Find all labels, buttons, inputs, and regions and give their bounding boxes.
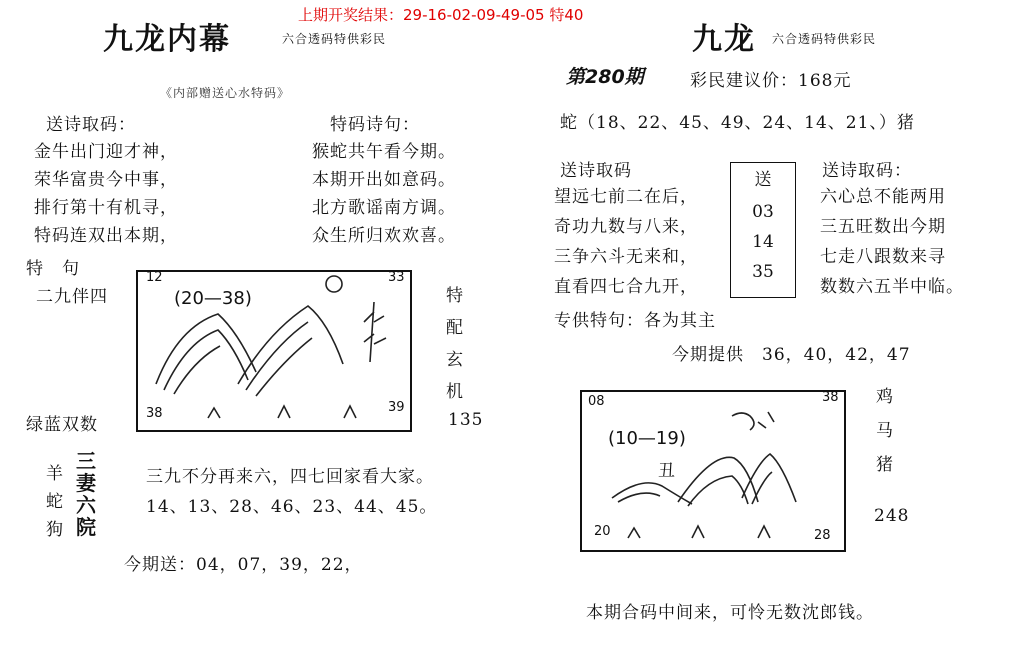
poem-line: 三五旺数出今期 (820, 217, 946, 237)
side-label-char: 机 (446, 382, 464, 402)
mountain-stroke (164, 330, 248, 390)
poem-line: 特码连双出本期， (34, 226, 178, 246)
last-result: 上期开奖结果：29-16-02-09-49-05 特40 (298, 6, 584, 24)
send-box-item: 14 (752, 232, 774, 252)
poem-line: 数数六五半中临。 (820, 277, 964, 297)
send-box (730, 162, 796, 298)
poem-line: 众生所归欢欢喜。 (312, 226, 456, 246)
right-subtitle: 六合透码特供彩民 (772, 32, 877, 46)
closing-line: 本期合码中间来，可怜无数沈郎钱。 (586, 603, 874, 623)
side-zodiac: 鸡 (876, 387, 894, 407)
hint-line-2: 14、13、28、46、23、44、45。 (146, 497, 438, 517)
price: 彩民建议价：168元 (690, 71, 852, 91)
send-box-item: 送 (754, 170, 772, 190)
pic-bottom-left-number: 20 (594, 524, 611, 539)
side-label-char: 特 (446, 286, 464, 306)
right-right-poem-title: 送诗取码： (822, 161, 912, 181)
poem-line: 本期开出如意码。 (312, 170, 456, 190)
pic-zodiac-mark: 丑 (658, 461, 676, 481)
pic-bottom-right-number: 39 (388, 400, 405, 415)
pic-top-right-number: 33 (388, 270, 405, 285)
poem-line: 排行第十有机寻， (34, 198, 178, 218)
left-picture-box (136, 270, 412, 432)
pic-range: (20—38) (174, 288, 252, 309)
big-column (76, 450, 96, 538)
tree-stroke (364, 302, 386, 362)
send-box-item: 35 (752, 262, 774, 282)
mountain-stroke (618, 493, 660, 502)
right-special-sentence: 专供特句：各为其主 (554, 311, 716, 331)
zodiac-list: 蛇（18、22、45、49、24、14、21、）猪 (560, 113, 915, 133)
right-side-number: 248 (874, 506, 910, 526)
right-left-poem (554, 182, 698, 302)
zodiac-item: 狗 (46, 520, 64, 540)
send-box-item: 03 (752, 202, 774, 222)
side-zodiac: 马 (876, 421, 894, 441)
poem-line: 直看四七合九开， (554, 277, 698, 297)
right-title: 九龙 (692, 22, 756, 57)
zodiac-item: 羊 (46, 464, 64, 484)
sun-stroke (732, 412, 774, 430)
left-poem-title: 送诗取码： (46, 115, 136, 135)
pic-bottom-left-number: 38 (146, 406, 163, 421)
big-char: 妻 (76, 471, 96, 495)
poem-line: 六心总不能两用 (820, 187, 946, 207)
left-title: 九龙内幕 (103, 22, 231, 57)
right-poem (312, 138, 456, 250)
right-side-zodiacs (876, 380, 894, 482)
right-left-poem-title: 送诗取码 (560, 161, 632, 181)
side-label-char: 玄 (446, 350, 464, 370)
big-char: 院 (76, 515, 96, 539)
color-hint: 绿蓝双数 (26, 415, 98, 435)
hint-line-1: 三九不分再来六，四七回家看大家。 (146, 467, 434, 487)
mountain-sketch (582, 392, 844, 550)
mountain-stroke (156, 314, 256, 384)
poem-line: 荣华富贵今中事， (34, 170, 178, 190)
right-right-poem (820, 182, 964, 302)
pic-top-right-number: 38 (822, 390, 839, 405)
zodiac-item: 蛇 (46, 492, 64, 512)
pic-bottom-right-number: 28 (814, 528, 831, 543)
poem-line: 北方歌谣南方调。 (312, 198, 456, 218)
left-subtitle: 六合透码特供彩民 (282, 32, 387, 46)
today-send: 今期送：04，07，39，22， (124, 555, 363, 575)
issue-number: 第280期 (566, 66, 644, 88)
poem-line: 三争六斗无来和， (554, 247, 698, 267)
grass-stroke (208, 406, 356, 418)
big-char: 六 (76, 493, 96, 517)
mountain-stroke (688, 476, 748, 506)
side-zodiac: 猪 (876, 455, 894, 475)
mountain-stroke (752, 472, 772, 504)
today-offer: 今期提供 36，40，42，47 (672, 345, 911, 365)
pic-top-left-number: 12 (146, 270, 163, 285)
side-label-char: 配 (446, 318, 464, 338)
pic-range: (10—19) (608, 428, 686, 449)
special-sentence-title: 特 句 (26, 259, 80, 279)
zodiac-column (46, 460, 64, 544)
pic-top-left-number: 08 (588, 394, 605, 409)
right-poem-title: 特码诗句： (330, 115, 420, 135)
left-side-number: 135 (448, 410, 484, 430)
side-label (446, 280, 468, 408)
internal-note: 《内部赠送心水特码》 (160, 86, 291, 100)
poem-line: 猴蛇共午看今期。 (312, 142, 456, 162)
right-picture-box (580, 390, 846, 552)
mountain-stroke (238, 306, 343, 384)
grass-stroke (628, 526, 770, 538)
special-sentence: 二九伴四 (36, 287, 108, 307)
sun-stroke (326, 276, 342, 292)
poem-line: 奇功九数与八来， (554, 217, 698, 237)
poem-line: 七走八跟数来寻 (820, 247, 946, 267)
poem-line: 金牛出门迎才神， (34, 142, 178, 162)
left-poem (34, 138, 178, 250)
mountain-stroke (174, 346, 220, 394)
big-char: 三 (76, 449, 96, 473)
poem-line: 望远七前二在后， (554, 187, 698, 207)
